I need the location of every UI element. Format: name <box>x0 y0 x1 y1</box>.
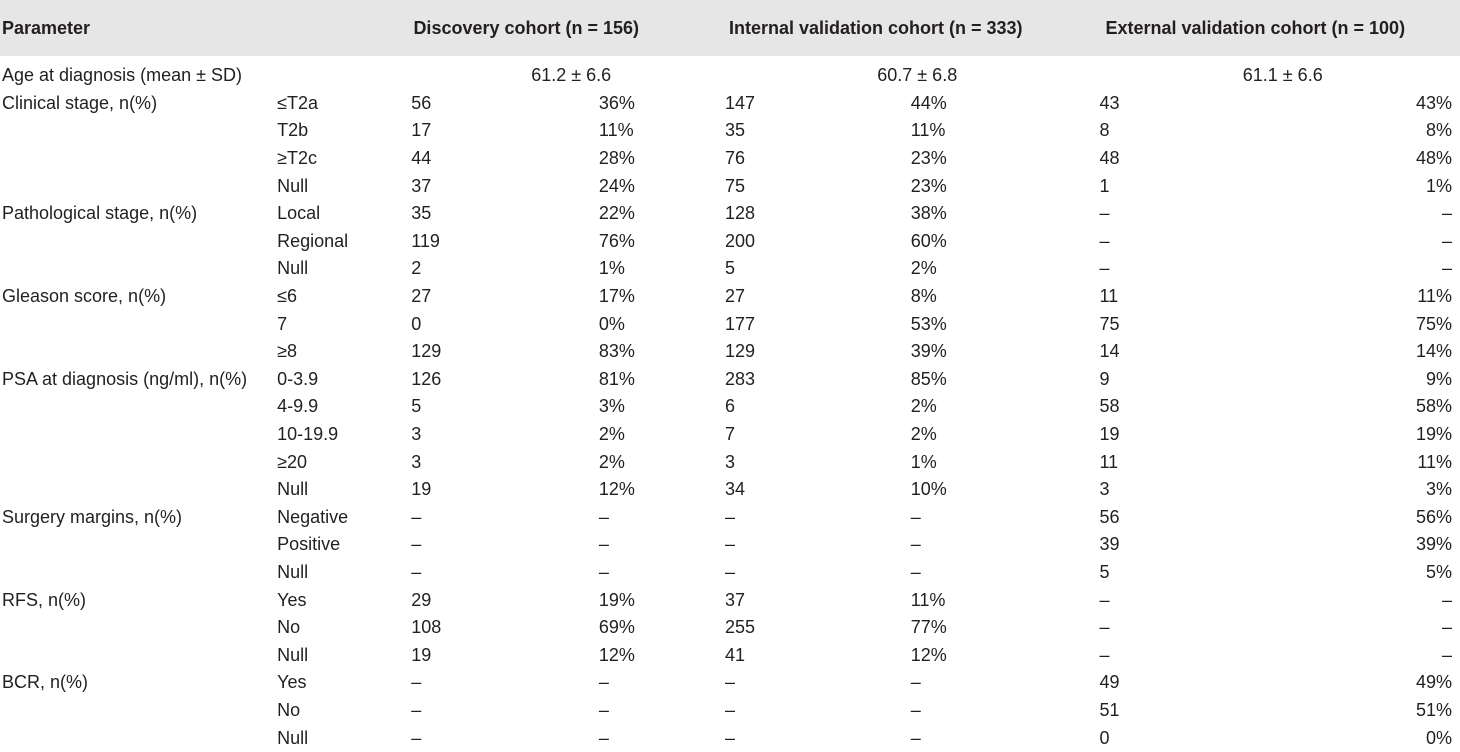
external-pct: 49% <box>1415 672 1453 693</box>
table-row <box>0 366 1460 394</box>
internal-n: 6 <box>725 396 736 417</box>
internal-n: 177 <box>725 313 756 334</box>
table-row <box>0 283 1460 311</box>
internal-n: – <box>725 727 736 748</box>
external-n: 19 <box>1099 424 1120 445</box>
external-pct: 1% <box>1426 175 1453 196</box>
internal-pct: 39% <box>910 341 947 362</box>
discovery-pct: 36% <box>598 92 635 113</box>
discovery-n: 27 <box>411 286 432 307</box>
internal-pct: 38% <box>910 203 947 224</box>
discovery-pct: 2% <box>598 424 625 445</box>
discovery-n: 2 <box>411 258 422 279</box>
parameter-label: PSA at diagnosis (ng/ml), n(%) <box>2 368 248 389</box>
table-row <box>0 476 1460 504</box>
discovery-n: 3 <box>411 451 422 472</box>
external-n: 58 <box>1099 396 1120 417</box>
external-n: 1 <box>1099 175 1110 196</box>
category: Local <box>277 203 321 224</box>
age-discovery: 61.2 ± 6.6 <box>531 65 612 86</box>
table-row <box>0 614 1460 642</box>
internal-pct: – <box>910 699 921 720</box>
internal-pct: 2% <box>910 258 937 279</box>
category: T2b <box>277 120 309 141</box>
external-pct: 9% <box>1426 368 1453 389</box>
external-n: 39 <box>1099 534 1120 555</box>
category: 7 <box>277 313 288 334</box>
discovery-pct: 69% <box>598 617 635 638</box>
internal-pct: 23% <box>910 175 947 196</box>
external-pct: 75% <box>1415 313 1453 334</box>
category: Null <box>277 644 309 665</box>
table-row <box>0 90 1460 118</box>
category: Null <box>277 175 309 196</box>
table-row <box>0 448 1460 476</box>
category: ≥8 <box>277 341 297 362</box>
discovery-pct: 11% <box>598 120 634 141</box>
table-row <box>0 310 1460 338</box>
external-n: – <box>1099 644 1110 665</box>
external-n: 11 <box>1099 286 1119 307</box>
external-pct: 0% <box>1426 727 1453 748</box>
table-header <box>0 0 1460 56</box>
discovery-pct: 12% <box>598 644 635 665</box>
category: ≤T2a <box>277 92 319 113</box>
internal-n: 41 <box>725 644 746 665</box>
internal-pct: 53% <box>910 313 947 334</box>
discovery-n: – <box>411 727 422 748</box>
age-label: Age at diagnosis (mean ± SD) <box>2 65 242 86</box>
external-n: 3 <box>1099 479 1110 500</box>
table-row <box>0 669 1460 697</box>
discovery-pct: 24% <box>598 175 635 196</box>
header-internal: Internal validation cohort (n = 333) <box>729 17 1023 38</box>
discovery-pct: 1% <box>598 258 625 279</box>
internal-n: 76 <box>725 148 746 169</box>
header-parameter: Parameter <box>2 17 91 38</box>
external-pct: 39% <box>1415 534 1453 555</box>
internal-n: 129 <box>725 341 756 362</box>
category: Null <box>277 561 309 582</box>
internal-n: – <box>725 561 736 582</box>
external-n: 11 <box>1099 451 1119 472</box>
category: Null <box>277 479 309 500</box>
discovery-pct: 76% <box>598 230 635 251</box>
table-row <box>0 641 1460 669</box>
external-pct: – <box>1442 644 1453 665</box>
internal-n: 75 <box>725 175 746 196</box>
internal-n: 128 <box>725 203 756 224</box>
table-row <box>0 117 1460 145</box>
external-n: 51 <box>1099 699 1120 720</box>
discovery-pct: 17% <box>598 286 635 307</box>
internal-pct: 11% <box>910 120 946 141</box>
parameter-label: Pathological stage, n(%) <box>2 203 198 224</box>
external-n: – <box>1099 589 1110 610</box>
external-n: 43 <box>1099 92 1120 113</box>
internal-pct: 8% <box>910 286 937 307</box>
header-discovery: Discovery cohort (n = 156) <box>413 17 640 38</box>
external-pct: 58% <box>1415 396 1453 417</box>
table-row <box>0 559 1460 587</box>
discovery-n: 17 <box>411 120 432 141</box>
category: Negative <box>277 506 349 527</box>
discovery-pct: 22% <box>598 203 635 224</box>
internal-pct: – <box>910 534 921 555</box>
age-external: 61.1 ± 6.6 <box>1242 65 1323 86</box>
external-n: – <box>1099 230 1110 251</box>
discovery-n: 5 <box>411 396 422 417</box>
external-pct: 14% <box>1415 341 1453 362</box>
internal-pct: 12% <box>910 644 947 665</box>
table-row <box>0 228 1460 256</box>
header-external: External validation cohort (n = 100) <box>1105 17 1406 38</box>
internal-n: – <box>725 506 736 527</box>
external-n: 0 <box>1099 727 1110 748</box>
internal-pct: 44% <box>910 92 947 113</box>
category: Null <box>277 258 309 279</box>
category: Null <box>277 727 309 748</box>
external-n: 9 <box>1099 368 1110 389</box>
external-n: 14 <box>1099 341 1120 362</box>
external-pct: 48% <box>1415 148 1453 169</box>
discovery-n: – <box>411 506 422 527</box>
category: 10-19.9 <box>277 424 339 445</box>
discovery-pct: 12% <box>598 479 635 500</box>
internal-pct: 23% <box>910 148 947 169</box>
external-pct: 43% <box>1415 92 1453 113</box>
internal-pct: – <box>910 672 921 693</box>
discovery-n: – <box>411 561 422 582</box>
external-pct: 5% <box>1426 561 1453 582</box>
internal-n: 34 <box>725 479 746 500</box>
table-row <box>0 172 1460 200</box>
external-pct: – <box>1442 203 1453 224</box>
discovery-pct: 81% <box>598 368 635 389</box>
external-n: – <box>1099 617 1110 638</box>
table-body <box>0 90 1460 752</box>
internal-n: 7 <box>725 424 736 445</box>
category: Regional <box>277 230 349 251</box>
external-n: 48 <box>1099 148 1120 169</box>
category: No <box>277 699 301 720</box>
category: ≥T2c <box>277 148 317 169</box>
parameter-label: BCR, n(%) <box>2 672 89 693</box>
table-row <box>0 504 1460 532</box>
internal-pct: 10% <box>910 479 947 500</box>
internal-n: 37 <box>725 589 746 610</box>
category: No <box>277 617 301 638</box>
internal-n: 5 <box>725 258 736 279</box>
discovery-pct: – <box>598 672 609 693</box>
external-n: – <box>1099 203 1110 224</box>
parameter-label: Clinical stage, n(%) <box>2 92 158 113</box>
discovery-pct: – <box>598 534 609 555</box>
discovery-n: 29 <box>411 589 432 610</box>
external-pct: 19% <box>1415 424 1453 445</box>
discovery-pct: – <box>598 727 609 748</box>
external-pct: 3% <box>1426 479 1453 500</box>
internal-n: 255 <box>725 617 756 638</box>
discovery-n: 19 <box>411 644 432 665</box>
external-pct: 11% <box>1417 451 1453 472</box>
discovery-n: 119 <box>411 230 440 251</box>
discovery-n: 126 <box>411 368 442 389</box>
internal-pct: 60% <box>910 230 947 251</box>
external-n: 56 <box>1099 506 1120 527</box>
discovery-n: 56 <box>411 92 432 113</box>
internal-n: 283 <box>725 368 756 389</box>
internal-n: 27 <box>725 286 746 307</box>
internal-pct: 11% <box>910 589 946 610</box>
discovery-pct: 3% <box>598 396 625 417</box>
discovery-pct: – <box>598 506 609 527</box>
internal-pct: 77% <box>910 617 947 638</box>
category: ≤6 <box>277 286 297 307</box>
category: Positive <box>277 534 341 555</box>
external-pct: – <box>1442 258 1453 279</box>
internal-n: – <box>725 699 736 720</box>
parameter-label: Gleason score, n(%) <box>2 286 167 307</box>
external-n: 49 <box>1099 672 1120 693</box>
internal-pct: – <box>910 727 921 748</box>
external-n: 8 <box>1099 120 1110 141</box>
discovery-pct: 2% <box>598 451 625 472</box>
discovery-n: 37 <box>411 175 432 196</box>
discovery-n: 35 <box>411 203 432 224</box>
table-row <box>0 393 1460 421</box>
table-row <box>0 697 1460 725</box>
table-row <box>0 145 1460 173</box>
external-pct: 11% <box>1417 286 1453 307</box>
table-row <box>0 586 1460 614</box>
table-row <box>0 421 1460 449</box>
discovery-n: 0 <box>411 313 422 334</box>
age-internal: 60.7 ± 6.8 <box>877 65 958 86</box>
internal-pct: 2% <box>910 424 937 445</box>
internal-pct: – <box>910 561 921 582</box>
internal-pct: 2% <box>910 396 937 417</box>
parameter-label: RFS, n(%) <box>2 589 87 610</box>
table-row <box>0 724 1460 752</box>
internal-pct: 1% <box>910 451 937 472</box>
internal-n: 35 <box>725 120 746 141</box>
table-row <box>0 255 1460 283</box>
discovery-pct: – <box>598 561 609 582</box>
internal-n: – <box>725 534 736 555</box>
external-pct: – <box>1442 230 1453 251</box>
external-n: 75 <box>1099 313 1120 334</box>
discovery-n: – <box>411 534 422 555</box>
external-pct: – <box>1442 617 1453 638</box>
category: 0-3.9 <box>277 368 319 389</box>
internal-n: – <box>725 672 736 693</box>
age-row <box>0 62 1460 90</box>
internal-n: 3 <box>725 451 736 472</box>
discovery-n: – <box>411 699 422 720</box>
discovery-n: 108 <box>411 617 442 638</box>
discovery-n: – <box>411 672 422 693</box>
discovery-n: 129 <box>411 341 442 362</box>
category: Yes <box>277 589 307 610</box>
category: 4-9.9 <box>277 396 319 417</box>
discovery-n: 19 <box>411 479 432 500</box>
internal-n: 147 <box>725 92 756 113</box>
external-pct: 56% <box>1415 506 1453 527</box>
table-row <box>0 531 1460 559</box>
external-pct: 8% <box>1426 120 1453 141</box>
external-pct: 51% <box>1415 699 1453 720</box>
external-n: – <box>1099 258 1110 279</box>
discovery-n: 44 <box>411 148 432 169</box>
category: ≥20 <box>277 451 308 472</box>
discovery-n: 3 <box>411 424 422 445</box>
table-row <box>0 200 1460 228</box>
external-pct: – <box>1442 589 1453 610</box>
discovery-pct: 83% <box>598 341 635 362</box>
external-n: 5 <box>1099 561 1110 582</box>
discovery-pct: – <box>598 699 609 720</box>
discovery-pct: 28% <box>598 148 635 169</box>
discovery-pct: 19% <box>598 589 635 610</box>
internal-pct: 85% <box>910 368 947 389</box>
category: Yes <box>277 672 307 693</box>
parameter-label: Surgery margins, n(%) <box>2 506 183 527</box>
internal-n: 200 <box>725 230 756 251</box>
table-row <box>0 338 1460 366</box>
internal-pct: – <box>910 506 921 527</box>
discovery-pct: 0% <box>598 313 625 334</box>
